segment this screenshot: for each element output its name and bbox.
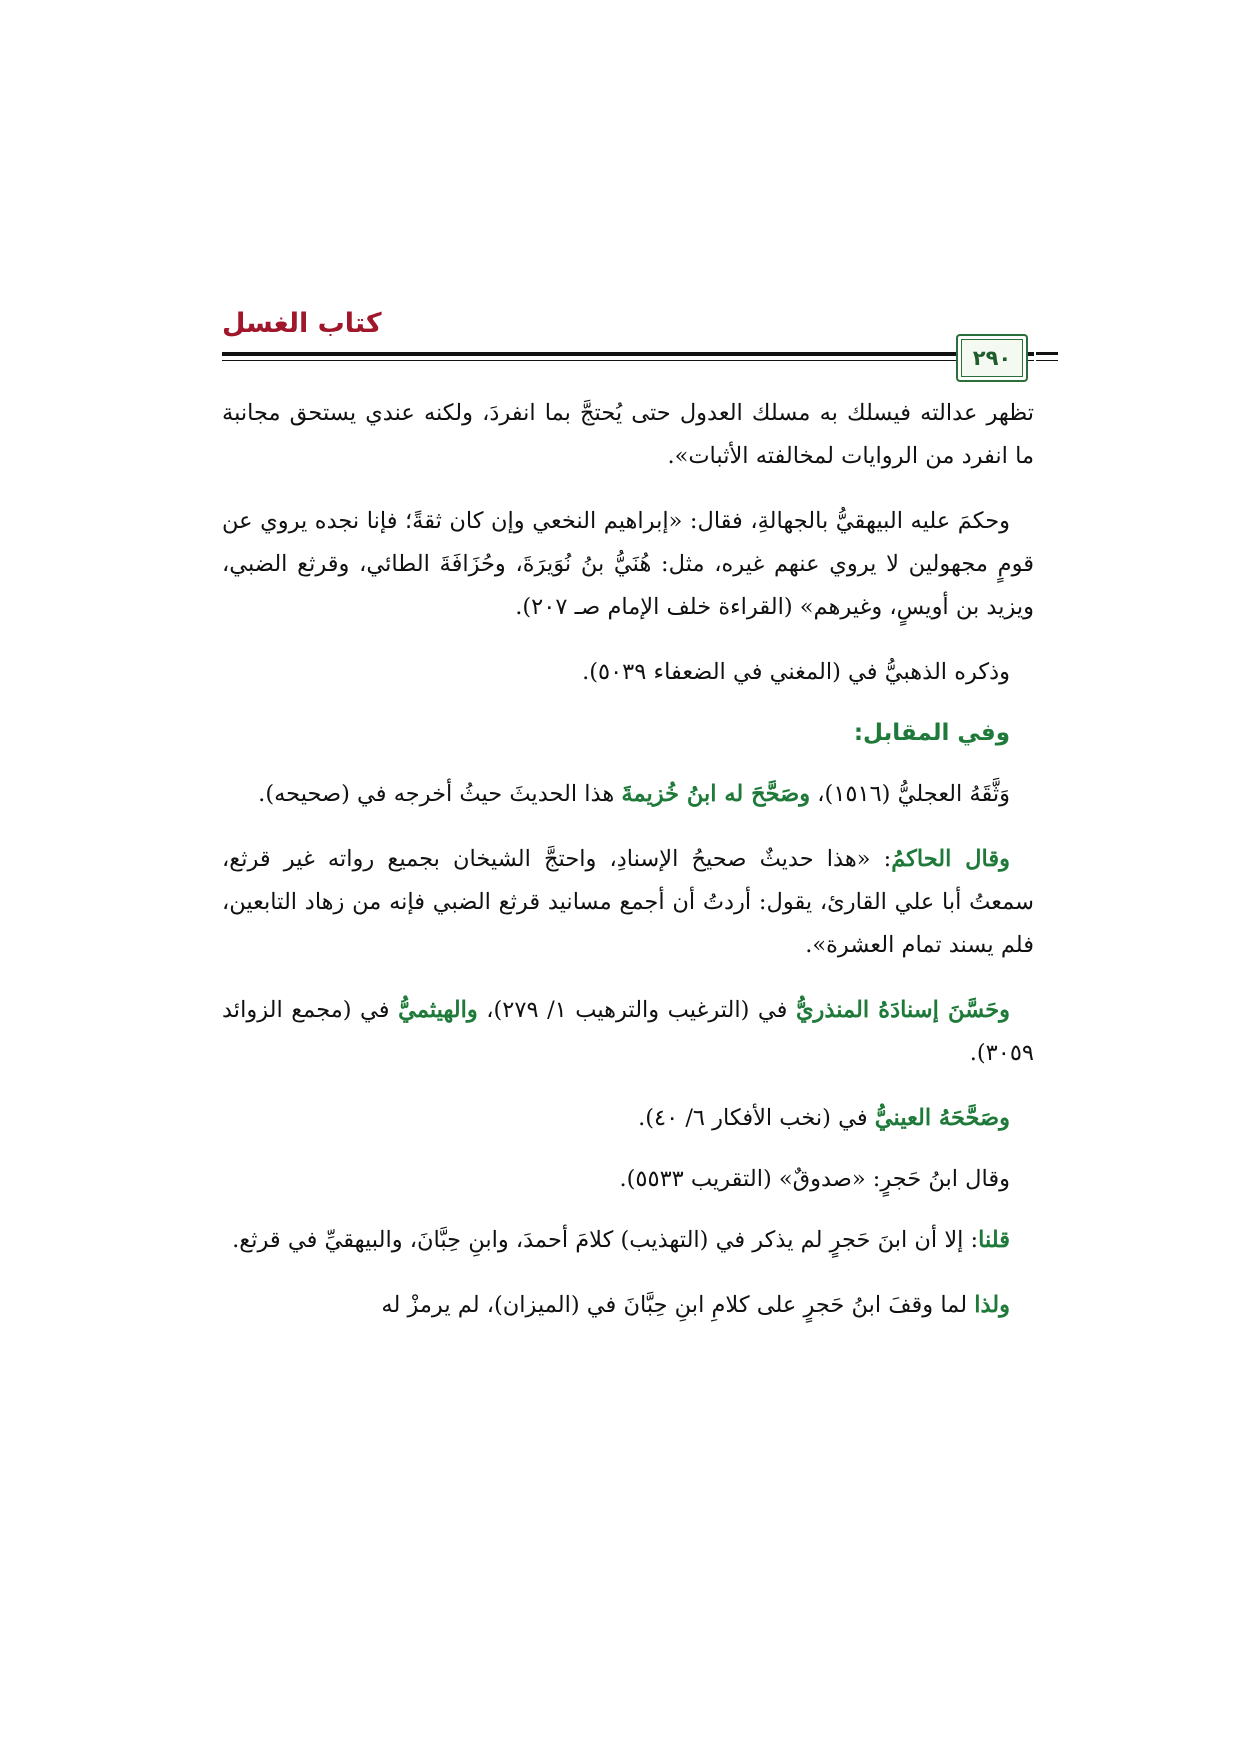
page-number: ٢٩٠	[972, 346, 1012, 370]
paragraph-text: وقال ابنُ حَجرٍ: «صدوقٌ» (التقريب ٥٥٣٣).	[619, 1166, 1010, 1192]
section-subheading	[222, 712, 1034, 755]
highlighted-phrase: وصَحَّحَ له ابنُ خُزيمةَ	[621, 781, 811, 807]
paragraph	[222, 838, 1034, 967]
paragraph	[222, 500, 1034, 629]
highlighted-phrase: وصَحَّحَهُ العينيُّ	[874, 1105, 1010, 1131]
paragraph	[222, 1219, 1034, 1262]
paragraph-text: : «هذا حديثٌ صحيحُ الإسنادِ، واحتجَّ الشيخان بجميع رواته غير قرثع، سمعتُ أبا علي القارئ، يقول: أردتُ أن أجمع مسانيد قرثع الضبي فإنه من زهاد التابعين، فلم يسند تمام العشرة».	[222, 846, 1034, 958]
highlighted-phrase: ولذا	[974, 1292, 1010, 1318]
highlighted-phrase: وحَسَّنَ إسنادَهُ المنذريُّ	[795, 997, 1011, 1023]
header-rule-thick	[222, 352, 1034, 356]
paragraph	[222, 1284, 1034, 1327]
paragraph	[222, 1158, 1034, 1201]
paragraph	[222, 773, 1034, 816]
paragraph-text: في (مجمع الزوائد ٣٠٥٩).	[222, 997, 1034, 1066]
highlighted-phrase: قلنا	[978, 1227, 1010, 1253]
highlighted-phrase: والهيثميُّ	[398, 997, 478, 1023]
paragraph-text: في (نخب الأفكار ٦/ ٤٠).	[638, 1105, 875, 1131]
paragraph	[222, 651, 1034, 694]
chapter-title: كتاب الغسل	[222, 308, 382, 339]
paragraph	[222, 1097, 1034, 1140]
page-body	[222, 392, 1034, 1349]
subheading-text: وفي المقابل:	[853, 720, 1010, 746]
highlighted-phrase: وقال الحاكمُ	[891, 846, 1010, 872]
page-number-badge	[956, 334, 1028, 382]
header-rule-thin	[222, 360, 1034, 361]
header-rule-end	[1036, 352, 1058, 362]
paragraph-text: وَثَّقَهُ العجليُّ (١٥١٦)،	[810, 781, 1010, 807]
paragraph-text: وذكره الذهبيُّ في (المغني في الضعفاء ٥٠٣٩).	[582, 659, 1010, 685]
paragraph-text: في (الترغيب والترهيب ١/ ٢٧٩)،	[477, 997, 796, 1023]
paragraph-text: : إلا أن ابنَ حَجرٍ لم يذكر في (التهذيب) كلامَ أحمدَ، وابنِ حِبَّانَ، والبيهقيِّ في قرثع.	[232, 1227, 979, 1253]
paragraph	[222, 989, 1034, 1075]
paragraph-text: هذا الحديثَ حيثُ أخرجه في (صحيحه).	[258, 781, 622, 807]
paragraph-text: وحكمَ عليه البيهقيُّ بالجهالةِ، فقال: «إبراهيم النخعي وإن كان ثقةً؛ فإنا نجده يروي عن قومٍ مجهولين لا يروي عنهم غيره، مثل: هُنَيُّ بنُ نُوَيرَةَ، وحُزَافَةَ الطائي، وقرثع الضبي، ويزيد بن أويسٍ، وغيرهم» (القراءة خلف الإمام صـ ٢٠٧).	[222, 508, 1034, 620]
paragraph-text: تظهر عدالته فيسلك به مسلك العدول حتى يُحتجَّ بما انفردَ، ولكنه عندي يستحق مجانبة ما انفرد من الروايات لمخالفته الأثبات».	[222, 400, 1034, 469]
paragraph	[222, 392, 1034, 478]
paragraph-text: لما وقفَ ابنُ حَجرٍ على كلامِ ابنِ حِبَّانَ في (الميزان)، لم يرمزْ له	[381, 1292, 975, 1318]
